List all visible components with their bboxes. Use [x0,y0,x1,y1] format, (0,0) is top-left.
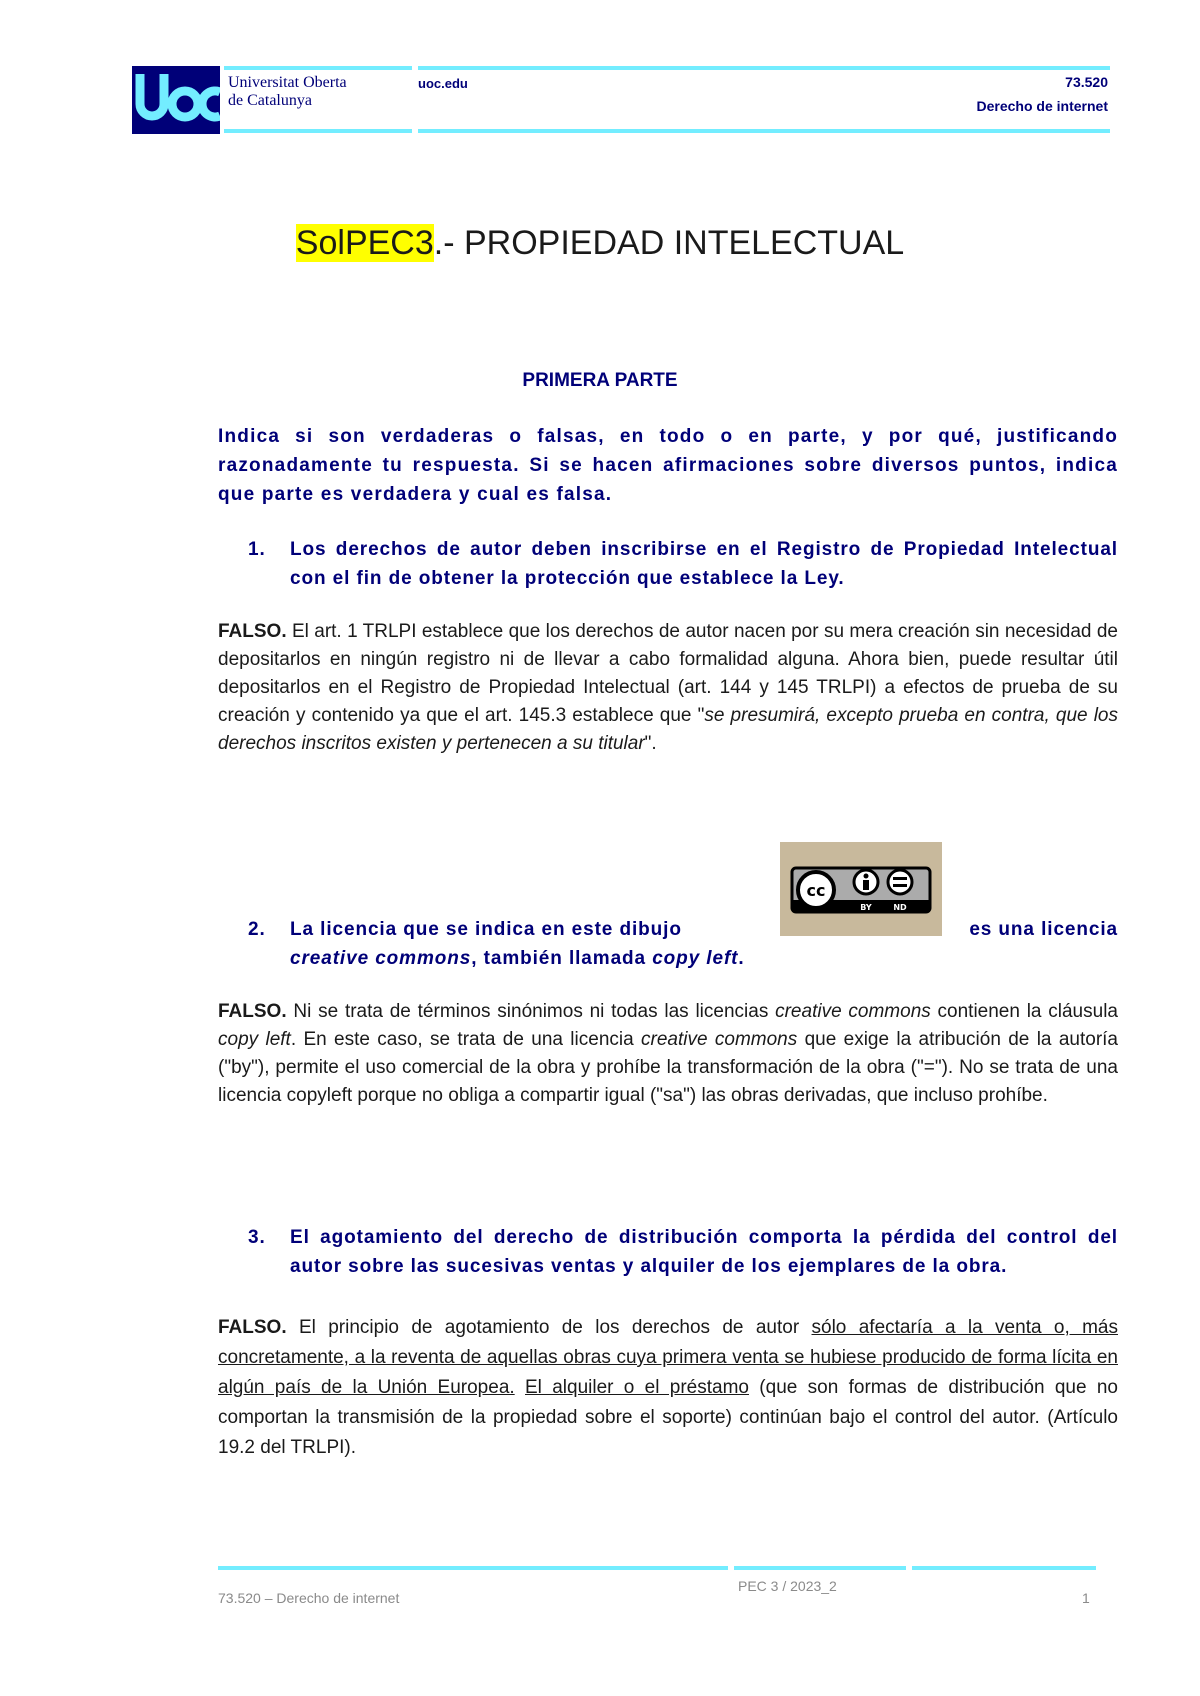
answer-2-part-6: creative commons [641,1029,798,1050]
title-rest: .- PROPIEDAD INTELECTUAL [433,224,905,262]
answer-2-part-7: que exige la atribución de la autoría ("by"), permite el uso comercial de la obra y prohíbe la transformación de la obra ("="). No se trata de una licencia copyleft porque no obliga a compartir igual ("sa") las obras derivadas, que incluso prohíbe. [218,1029,1118,1106]
uoc-logo [132,66,220,134]
course-info [977,70,1108,118]
question-2-line1 [218,915,1118,944]
answer-1 [218,618,1118,758]
title-highlight: SolPEC3 [295,224,434,262]
header-rule-top-right [418,66,1110,70]
answer-3 [218,1313,1118,1463]
question-1-number: 1. [248,539,266,560]
answer-2-label: FALSO. [218,1001,287,1022]
university-name-line1: Universitat Oberta [228,74,347,91]
header-rule-top-left [224,66,412,70]
footer-rule-center [734,1566,906,1570]
answer-2-part-1: Ni se trata de términos sinónimos ni todas las licencias [286,1001,776,1022]
university-name [228,74,347,110]
course-code: 73.520 [1065,74,1108,90]
question-3-text: El agotamiento del derecho de distribución comporta la pérdida del control del autor sobre las sucesivas ventas y alquiler de los ejemplares de la obra. [290,1227,1118,1277]
answer-1-end: ". [644,733,657,754]
answer-1-text: El art. 1 TRLPI establece que los derechos de autor nacen por su mera creación sin necesidad de depositarlos en ningún registro ni de llevar a cabo formalidad alguna. Ahora bien, puede resultar útil depositarlos en el Registro de Propiedad Intelectual (art. 144 y 145 TRLPI) a efectos de prueba de su creación y contenido ya que el art. 145.3 establece que " [218,621,1118,726]
answer-3-part-4: El alquiler o el préstamo [525,1377,749,1398]
answer-2-part-2: creative commons [775,1001,931,1022]
question-2-number: 2. [248,919,266,940]
question-1 [218,535,1118,593]
instructions: Indica si son verdaderas o falsas, en todo o en parte, y por qué, justificando razonadamente tu respuesta. Si se hacen afirmaciones sobre diversos puntos, indica que parte es verdadera y cual es falsa. [218,426,1118,505]
question-2-copyleft-term: copy left [652,948,739,969]
answer-2 [218,998,1118,1110]
question-1-text: Los derechos de autor deben inscribirse en el Registro de Propiedad Intelectual con el fin de obtener la protección que establece la Ley. [290,539,1118,589]
answer-3-label: FALSO. [218,1317,287,1338]
cc-text: cc [806,881,826,900]
section-title: PRIMERA PARTE [522,370,678,391]
header-rule-bottom-right [418,129,1110,133]
answer-1-quote: se presumirá, excepto prueba en contra, que los derechos inscritos existen y pertenecen a su titular [218,705,1119,754]
answer-2-part-4: copy left [218,1029,291,1050]
question-2-cc-term: creative commons [290,948,472,969]
footer-course: 73.520 – Derecho de internet [218,1590,400,1606]
question-3 [218,1223,1118,1281]
footer-rule-left [218,1566,728,1570]
uoc-link[interactable]: uoc.edu [418,76,468,91]
nd-text: ND [893,903,907,912]
question-2-text-f: . [738,948,745,969]
answer-3-part-2: sólo afectaría a la venta o, más concretamente, a la reventa de aquellas obras cuya primera venta se hubiese producido de forma lícita en algún país de la Unión Europea. [218,1317,1118,1398]
page-title [0,224,1200,263]
answer-3-part-3 [515,1377,525,1398]
question-2-text-b: es una licencia [969,919,1118,940]
footer-page-number: 1 [1082,1590,1090,1606]
answer-1-label: FALSO. [218,621,287,642]
header-rule-bottom-left [224,129,412,133]
answer-3-part-1: El principio de agotamiento de los derechos de autor [286,1317,812,1338]
answer-3-part-5: (que son formas de distribución que no comportan la transmisión de la propiedad sobre el soporte) continúan bajo el control del autor. (Artículo 19.2 del TRLPI). [218,1377,1119,1458]
question-2-text-a: La licencia que se indica en este dibujo [290,919,682,940]
question-3-number: 3. [248,1227,266,1248]
footer-pec: PEC 3 / 2023_2 [738,1578,837,1594]
question-2-text-d: , también llamada [471,948,653,969]
question-2-line2 [218,944,1118,973]
answer-2-part-3: contienen la cláusula [930,1001,1118,1022]
footer-rule-right [912,1566,1096,1570]
course-name: Derecho de internet [976,98,1108,114]
answer-2-part-5: . En este caso, se trata de una licencia [290,1029,642,1050]
by-text: BY [860,903,872,912]
university-name-line2: de Catalunya [228,92,312,109]
